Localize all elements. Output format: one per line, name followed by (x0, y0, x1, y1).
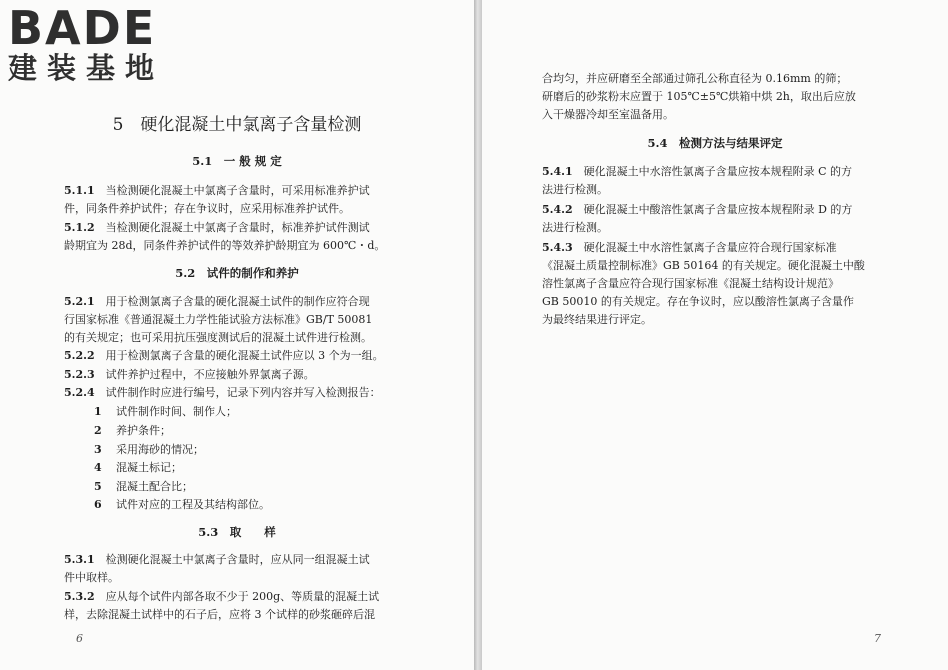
list-item (94, 459, 182, 478)
clause-text: 硬化混凝土中水溶性氯离子含量应按本规程附录 C 的方 (583, 165, 853, 178)
clause-number: 5.3.2 (64, 590, 95, 603)
item-number: 1 (94, 405, 102, 418)
clause-5-4-2-line-2: 法进行检测。 (542, 221, 608, 234)
page-number-right: 7 (874, 632, 881, 645)
clause-5-1-2-line-2: 龄期宜为 28d，同条件养护试件的等效养护龄期宜为 600℃・d。 (64, 239, 386, 252)
clause-number: 5.2.1 (64, 295, 95, 308)
clause-text: 试件制作时应进行编号，记录下列内容并写入检测报告： (105, 386, 381, 399)
clause-text: 当检测硬化混凝土中氯离子含量时，标准养护试件测试 (105, 221, 370, 234)
clause-5-2-4 (64, 384, 381, 403)
clause-5-2-1-line-3: 的有关规定；也可采用抗压强度测试后的混凝土试件进行检测。 (64, 331, 372, 344)
clause-5-1-1-line-2: 件，同条件养护试件；存在争议时，应采用标准养护试件。 (64, 202, 350, 215)
clause-5-4-2-line-1 (542, 201, 852, 220)
list-item (94, 422, 171, 441)
clause-5-1-2-line-1 (64, 219, 370, 238)
clause-text: 用于检测氯离子含量的硬化混凝土试件应以 3 个为一组。 (105, 349, 384, 362)
clause-5-4-3-line-5: 为最终结果进行评定。 (542, 313, 652, 326)
clause-5-3-2-line-1 (64, 588, 379, 607)
clause-text: 应从每个试件内部各取不少于 200g、等质量的混凝土试 (105, 590, 380, 603)
clause-5-4-1-line-1 (542, 163, 852, 182)
clause-number: 5.3.1 (64, 553, 95, 566)
clause-5-3-1-line-2: 件中取样。 (64, 571, 119, 584)
page-number-left: 6 (76, 632, 83, 645)
item-text: 混凝土配合比； (116, 480, 193, 493)
item-text: 混凝土标记； (116, 461, 182, 474)
clause-5-2-3 (64, 366, 315, 385)
clause-text: 用于检测氯离子含量的硬化混凝土试件的制作应符合现 (105, 295, 370, 308)
clause-5-4-3-line-1 (542, 239, 837, 258)
clause-5-3-1-line-1 (64, 551, 370, 570)
item-number: 5 (94, 480, 102, 493)
section-title-5-2: 5.2 试件的制作和养护 (175, 266, 299, 280)
item-text: 试件制作时间、制作人； (116, 405, 237, 418)
continuation-line-1: 合均匀，并应研磨至全部通过筛孔公称直径为 0.16mm 的筛； (542, 72, 848, 85)
item-number: 6 (94, 498, 102, 511)
item-text: 养护条件； (116, 424, 171, 437)
clause-text: 当检测硬化混凝土中氯离子含量时，可采用标准养护试 (105, 184, 370, 197)
clause-number: 5.4.2 (542, 203, 573, 216)
item-text: 采用海砂的情况； (116, 443, 204, 456)
clause-5-2-1-line-1 (64, 293, 370, 312)
clause-text: 检测硬化混凝土中氯离子含量时，应从同一组混凝土试 (105, 553, 370, 566)
section-title-5-3: 5.3 取 样 (198, 525, 276, 539)
clause-5-4-3-line-3: 溶性氯离子含量应符合现行国家标准《混凝土结构设计规范》 (542, 277, 839, 290)
clause-number: 5.2.2 (64, 349, 95, 362)
continuation-line-3: 入干燥器冷却至室温备用。 (542, 108, 674, 121)
item-number: 2 (94, 424, 102, 437)
section-title-5-4: 5.4 检测方法与结果评定 (647, 136, 783, 150)
book-gutter (474, 0, 482, 670)
clause-5-2-1-line-2: 行国家标准《普通混凝土力学性能试验方法标准》GB/T 50081 (64, 313, 373, 326)
chapter-title: 5 硬化混凝土中氯离子含量检测 (112, 115, 362, 135)
clause-5-4-3-line-2: 《混凝土质量控制标准》GB 50164 的有关规定。硬化混凝土中酸 (542, 259, 865, 272)
item-number: 3 (94, 443, 102, 456)
clause-5-1-1-line-1 (64, 182, 370, 201)
clause-5-4-1-line-2: 法进行检测。 (542, 183, 608, 196)
list-item (94, 403, 237, 422)
clause-number: 5.2.3 (64, 368, 95, 381)
clause-number: 5.2.4 (64, 386, 95, 399)
clause-text: 硬化混凝土中水溶性氯离子含量应符合现行国家标准 (583, 241, 837, 254)
logo-sub-text: 建装基地 (8, 51, 165, 85)
clause-number: 5.1.2 (64, 221, 95, 234)
continuation-line-2: 研磨后的砂浆粉末应置于 105℃±5℃烘箱中烘 2h，取出后应放 (542, 90, 856, 103)
logo-main-text: BADE (8, 1, 157, 55)
clause-number: 5.4.1 (542, 165, 573, 178)
clause-5-4-3-line-4: GB 50010 的有关规定。存在争议时，应以酸溶性氯离子含量作 (542, 295, 854, 308)
list-item (94, 441, 204, 460)
list-item (94, 496, 270, 515)
clause-text: 硬化混凝土中酸溶性氯离子含量应按本规程附录 D 的方 (583, 203, 853, 216)
clause-text: 试件养护过程中，不应接触外界氯离子源。 (105, 368, 315, 381)
right-page (482, 0, 948, 670)
clause-5-3-2-line-2: 样，去除混凝土试样中的石子后，应将 3 个试样的砂浆砸碎后混 (64, 608, 375, 621)
item-text: 试件对应的工程及其结构部位。 (116, 498, 270, 511)
clause-number: 5.4.3 (542, 241, 573, 254)
section-title-5-1: 5.1 一 般 规 定 (192, 154, 282, 168)
bade-logo (8, 1, 188, 85)
clause-5-2-2 (64, 347, 384, 366)
item-number: 4 (94, 461, 102, 474)
clause-number: 5.1.1 (64, 184, 95, 197)
list-item (94, 478, 193, 497)
